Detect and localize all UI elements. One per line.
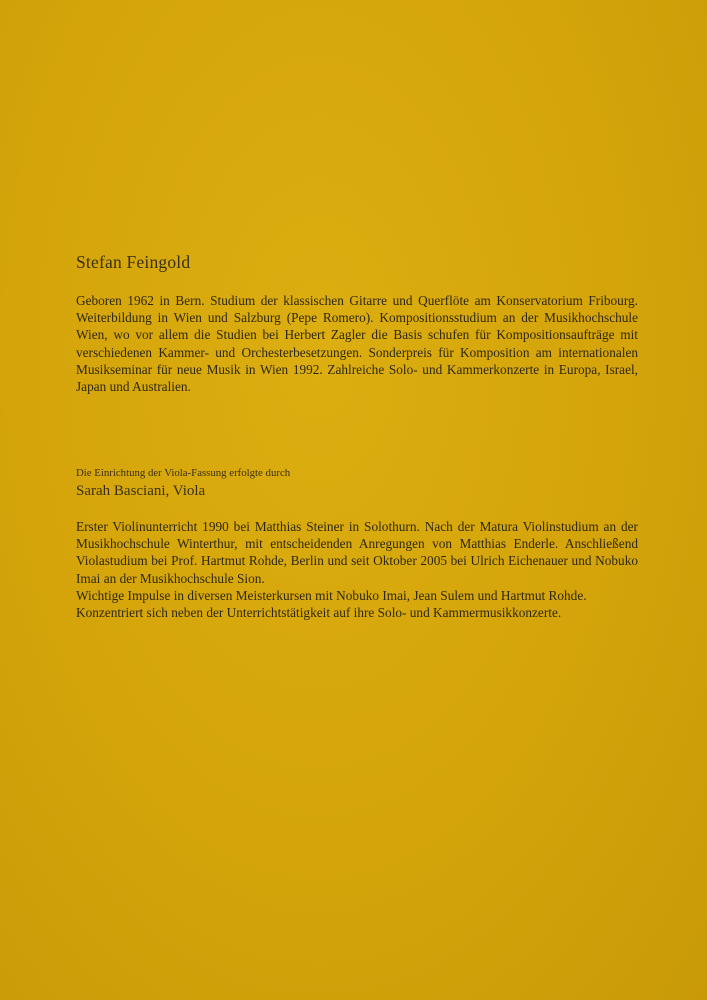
violist-bio-paragraph-1: Erster Violinunterricht 1990 bei Matthias Steiner in Solothurn. Nach der Matura Violinstudium an der Musikhochschule Winterthur, mit entscheidenden Anregungen von Matthias Enderle. Anschließend Violastudium bei Prof. Hartmut Rohde, Berlin und seit Oktober 2005 bei Ulrich Eichenauer und Nobuko Imai an der Musikhochschule Sion.: [76, 519, 638, 586]
violist-bio-paragraph-3: Konzentriert sich neben der Unterrichtstätigkeit auf ihre Solo- und Kammermusikkonzerte.: [76, 605, 562, 621]
violist-bio-paragraph-2: Wichtige Impulse in diversen Meisterkursen mit Nobuko Imai, Jean Sulem und Hartmut Rohde.: [76, 587, 587, 603]
violist-name: Sarah Basciani, Viola: [76, 483, 206, 499]
composer-bio-text: Geboren 1962 in Bern. Studium der klassischen Gitarre und Querflöte am Konservatorium Fribourg. Weiterbildung in Wien und Salzburg (Pepe Romero). Kompositionsstudium an der Musikhochschule Wien, wo vor allem die Studien bei Herbert Zagler die Basis schufen für Kompositionsaufträge mit verschiedenen Kammer- und Orchesterbesetzungen. Sonderpreis für Komposition am internationalen Musikseminar für neue Musik in Wien 1992. Zahlreiche Solo- und Kammerkonzerte in Europa, Israel, Japan und Australien.: [76, 293, 638, 395]
arrangement-credit: Die Einrichtung der Viola-Fassung erfolgte durch: [76, 467, 291, 479]
composer-biography: [76, 292, 638, 395]
composer-name: Stefan Feingold: [76, 252, 191, 272]
violist-biography: [76, 518, 638, 621]
